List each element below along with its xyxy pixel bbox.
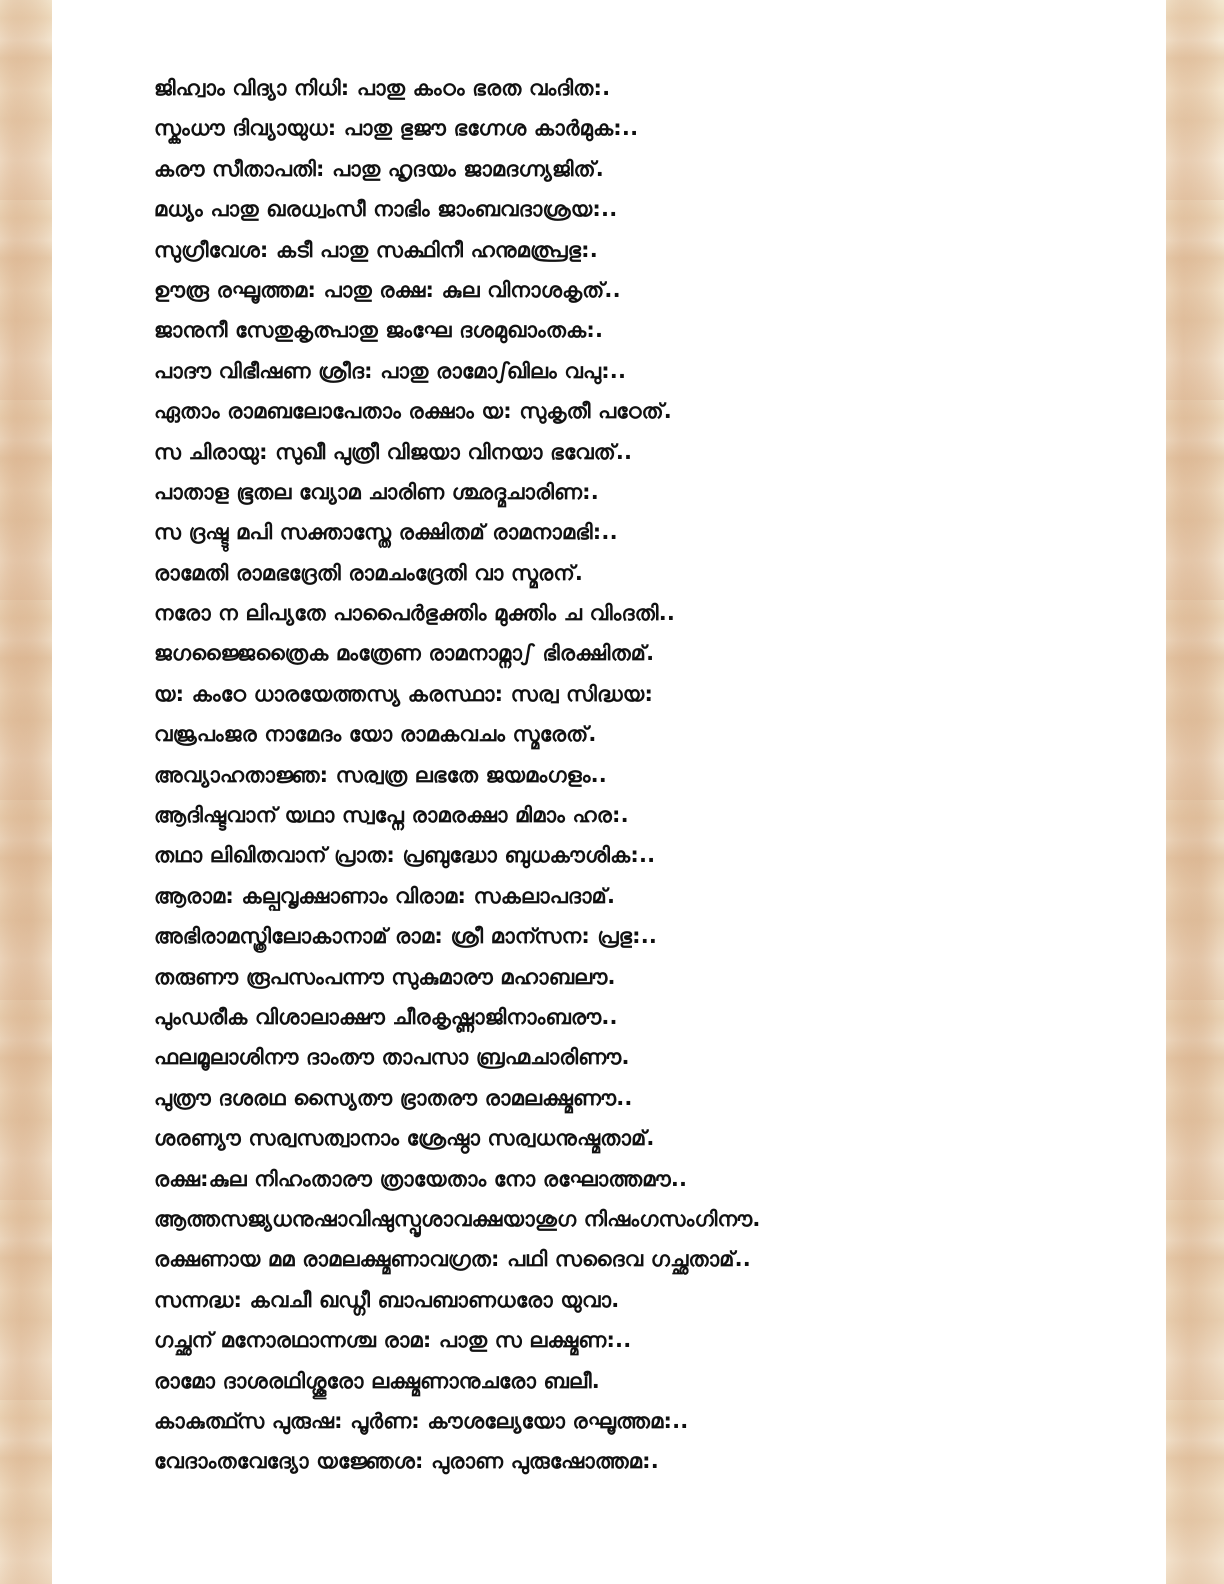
- verse-line: തരുണൗ രൂപസംപന്നൗ സുകുമാരൗ മഹാബലൗ.: [154, 964, 616, 989]
- document-page: [52, 0, 1166, 1584]
- verse-line: പുത്രൗ ദശരഥ സ്യൈതൗ ഭ്രാതരൗ രാമലക്ഷ്മണൗ..: [154, 1085, 633, 1110]
- verse-line: ജിഹ്വാം വിദ്യാ നിധി: പാതു കംഠം ഭരത വംദിത:.: [154, 76, 611, 100]
- verse-line: ആദിഷ്ടവാന് യഥാ സ്വപ്നേ രാമരക്ഷാ മിമാം ഹര:.: [154, 803, 629, 828]
- verse-line: സുഗ്രീവേശ: കടീ പാതു സക്ഥിനീ ഹനുമത്പ്രഭു:.: [154, 237, 598, 262]
- verse-line: രാമേതി രാമഭദ്രേതി രാമചംദ്രേതി വാ സ്മരന്.: [154, 560, 584, 585]
- verse-list: [154, 68, 1114, 1482]
- verse-line: യ: കംഠേ ധാരയേത്തസ്യ കരസ്ഥാ: സര്വ സിദ്ധയ:: [154, 681, 654, 706]
- verse-line: അഭിരാമസ്ത്രിലോകാനാമ് രാമ: ശ്രീ മാന്സന: പ്രഭു:..: [154, 924, 658, 949]
- right-decorative-border: [1166, 0, 1224, 1584]
- left-decorative-border: [0, 0, 52, 1584]
- verse-line: മധ്യം പാതു ഖരധ്വംസീ നാഭിം ജാംബവദാശ്രയ:..: [154, 197, 618, 222]
- verse-line: വേദാംതവേദ്യോ യജ്ഞേശ: പുരാണ പുരുഷോത്തമ:.: [154, 1449, 659, 1474]
- verse-line: ജാനുനീ സേതുകൃത്പാതു ജംഘേ ദശമുഖാംതക:.: [154, 318, 604, 343]
- verse-line: അവ്യാഹതാജ്ഞ: സര്വത്ര ലഭതേ ജയമംഗളം..: [154, 762, 607, 787]
- verse-line: കാകുത്ഥ്സ പുരുഷ: പൂർണ: കൗശല്യേയോ രഘൂത്തമ:..: [154, 1408, 689, 1433]
- verse-line: രക്ഷ:കുല നിഹംതാരൗ ത്രായേതാം നോ രഘോത്തമൗ..: [154, 1166, 688, 1191]
- verse-line: രക്ഷണായ മമ രാമലക്ഷ്മണാവഗ്രത: പഥി സദൈവ ഗച്ഛതാമ്..: [154, 1247, 751, 1272]
- verse-line: രാമോ ദാശരഥിശ്ശൂരോ ലക്ഷ്മണാനുചരോ ബലീ.: [154, 1368, 600, 1393]
- verse-line: ശരണ്യൗ സര്വസത്വാനാം ശ്രേഷ്ഠാ സര്വധനുഷ്മതാമ്.: [154, 1126, 655, 1151]
- verse-line: ഫലമൂലാശിനൗ ദാംതൗ താപസാ ബ്രഹ്മചാരിണൗ.: [154, 1045, 630, 1070]
- verse-line: പുംഡരീക വിശാലാക്ഷൗ ചീരകൃഷ്ണാജിനാംബരൗ..: [154, 1004, 618, 1029]
- verse-line: ഊരൂ രഘൂത്തമ: പാതു രക്ഷ: കുല വിനാശകൃത്..: [154, 277, 621, 302]
- verse-line: ജഗജ്ജൈത്രൈക മംത്രേണ രാമനാമ്നാഽ ഭിരക്ഷിതമ്.: [154, 641, 655, 666]
- verse-line: സ ദ്രഷ്ടു മപി സക്താസ്തേ രക്ഷിതമ് രാമനാമഭി:..: [154, 520, 618, 545]
- verse-line: ഗച്ഛന് മനോരഥാന്നശ്ച രാമ: പാതു സ ലക്ഷ്മണ:..: [154, 1328, 632, 1353]
- verse-line: തഥാ ലിഖിതവാന് പ്രാത: പ്രബുദ്ധോ ബുധകൗശിക:..: [154, 843, 656, 868]
- verse-line: പാദൗ വിഭീഷണ ശ്രീദ: പാതു രാമോഽഖിലം വപു:..: [154, 358, 627, 383]
- verse-line: സന്നദ്ധ: കവചീ ഖഡ്ഗീ ബാപബാണധരോ യുവാ.: [154, 1287, 620, 1312]
- verse-line: ഏതാം രാമബലോപേതാം രക്ഷാം യ: സുകൃതീ പഠേത്.: [154, 399, 672, 424]
- verse-line: വജ്രപംജര നാമേദം യോ രാമകവചം സ്മരേത്.: [154, 722, 597, 747]
- verse-line: സ ചിരായു: സുഖീ പുത്രീ വിജയാ വിനയാ ഭവേത്..: [154, 439, 633, 464]
- verse-line: സ്കംധൗ ദിവ്യായുധ: പാതു ഭുജൗ ഭഗ്നേശ കാർമുക:..: [154, 116, 639, 141]
- verse-line: നരോ ന ലിപ്യതേ പാപൈർഭുക്തിം മുക്തിം ച വിംദതി..: [154, 601, 676, 626]
- verse-line: കരൗ സീതാപതി: പാതു ഹൃദയം ജാമദഗ്ന്യജിത്.: [154, 156, 604, 181]
- verse-line: ആത്തസജ്യധനുഷാവിഷുസ്പൃശാവക്ഷയാശുഗ നിഷംഗസംഗിനൗ.: [154, 1206, 761, 1231]
- verse-line: ആരാമ: കല്പവൃക്ഷാണാം വിരാമ: സകലാപദാമ്.: [154, 883, 616, 908]
- verse-line: പാതാള ഭൂതല വ്യോമ ചാരിണ ശ്ഛദ്മചാരിണ:.: [154, 479, 599, 504]
